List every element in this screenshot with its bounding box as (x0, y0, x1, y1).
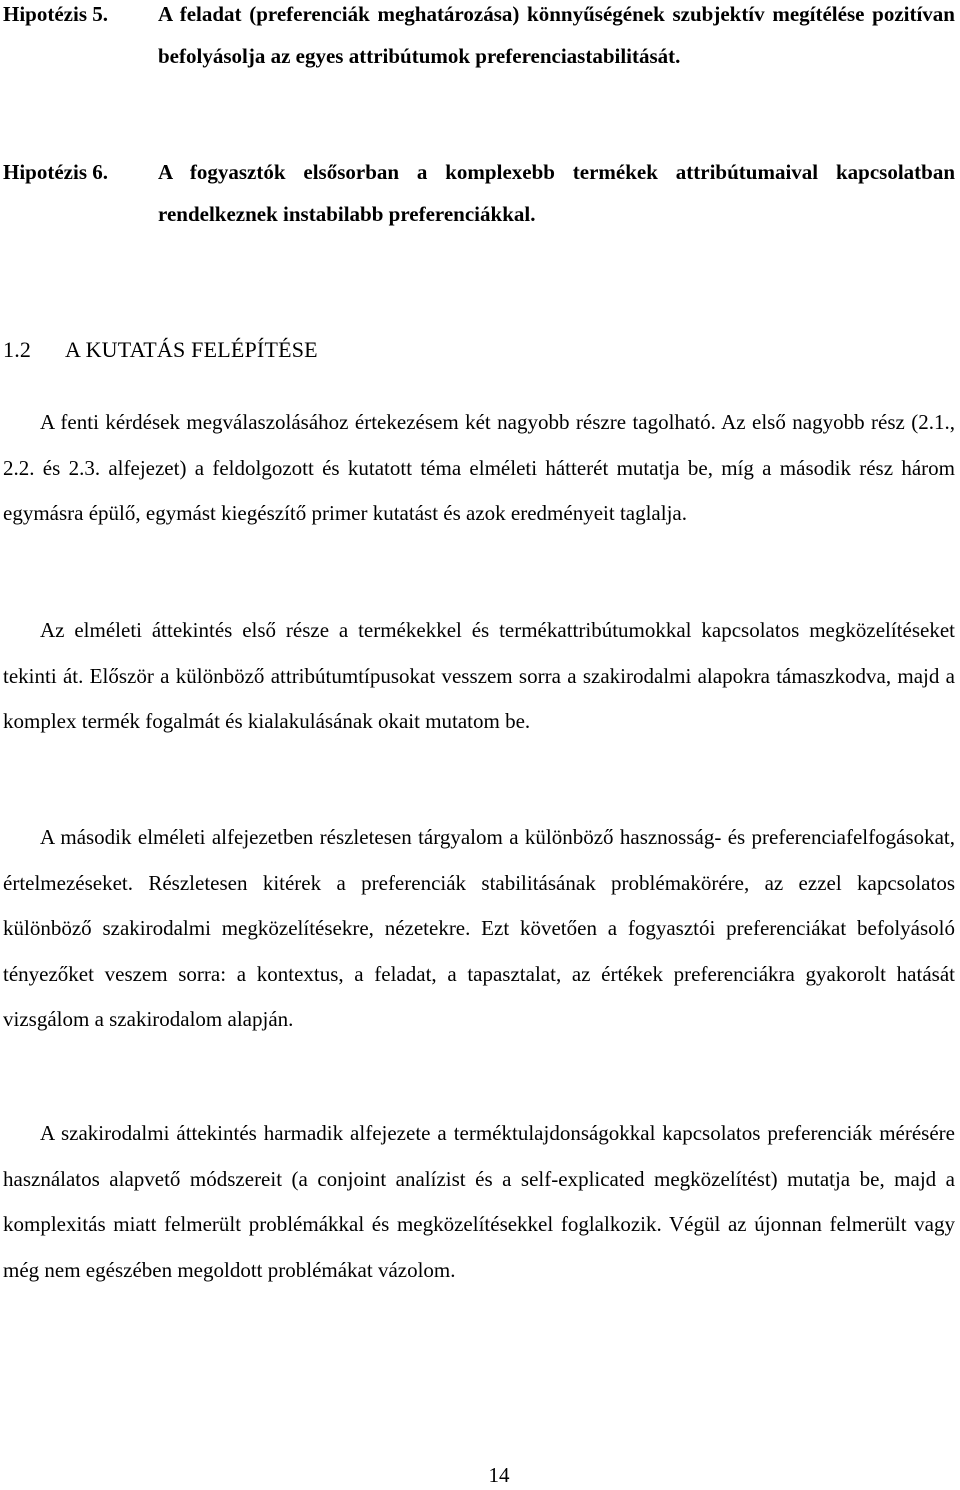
body-paragraph: A fenti kérdések megválaszolásához értekezésem két nagyobb részre tagolható. Az első nagyobb rész (2.1., 2.2. és 2.3. alfejezet) a feldolgozott és kutatott téma elméleti hátterét mutatja be, míg a második rész három egymásra épülő, egymást kiegészítő primer kutatást és azok eredményeit taglalja. (3, 410, 955, 525)
hypothesis-label: Hipotézis 5. (3, 2, 108, 26)
section-heading (3, 329, 318, 371)
hypothesis-text: A fogyasztók elsősorban a komplexebb termékek attribútumaival kapcsolatban rendelkeznek instabilabb preferenciákkal. (158, 160, 955, 226)
body-paragraph: A szakirodalmi áttekintés harmadik alfejezete a terméktulajdonságokkal kapcsolatos preferenciák mérésére használatos alapvető módszereit (a conjoint analízist és a self-explicated megközelítést) mutatja be, majd a komplexitás miatt felmerült problémákkal és megközelítésekkel foglalkozik. Végül az újonnan felmerült vagy még nem egészében megoldott problémákat vázolom. (3, 1121, 955, 1282)
body-paragraph: Az elméleti áttekintés első része a termékekkel és termékattribútumokkal kapcsolatos megközelítéseket tekinti át. Először a különböző attribútumtípusokat vesszem sorra a szakirodalmi alapokra támaszkodva, majd a komplex termék fogalmát és kialakulásának okait mutatom be. (3, 618, 955, 733)
hypothesis-label: Hipotézis 6. (3, 160, 108, 184)
hypothesis-text: A feladat (preferenciák meghatározása) könnyűségének szubjektív megítélése pozitívan befolyásolja az egyes attribútumok preferenciastabilitását. (158, 2, 955, 68)
section-title: A KUTATÁS FELÉPÍTÉSE (65, 337, 318, 362)
body-paragraph: A második elméleti alfejezetben részletesen tárgyalom a különböző hasznosság- és preferenciafelfogásokat, értelmezéseket. Részletesen kitérek a preferenciák stabilitásának problémakörére, az ezzel kapcsolatos különböző szakirodalmi megközelítésekre, nézetekre. Ezt követően a fogyasztói preferenciákat befolyásoló tényezőket veszem sorra: a kontextus, a feladat, a tapasztalat, az értékek preferenciákra gyakorolt hatását vizsgálom a szakirodalom alapján. (3, 825, 955, 1031)
page-number: 14 (488, 1463, 510, 1487)
section-number: 1.2 (3, 337, 32, 362)
